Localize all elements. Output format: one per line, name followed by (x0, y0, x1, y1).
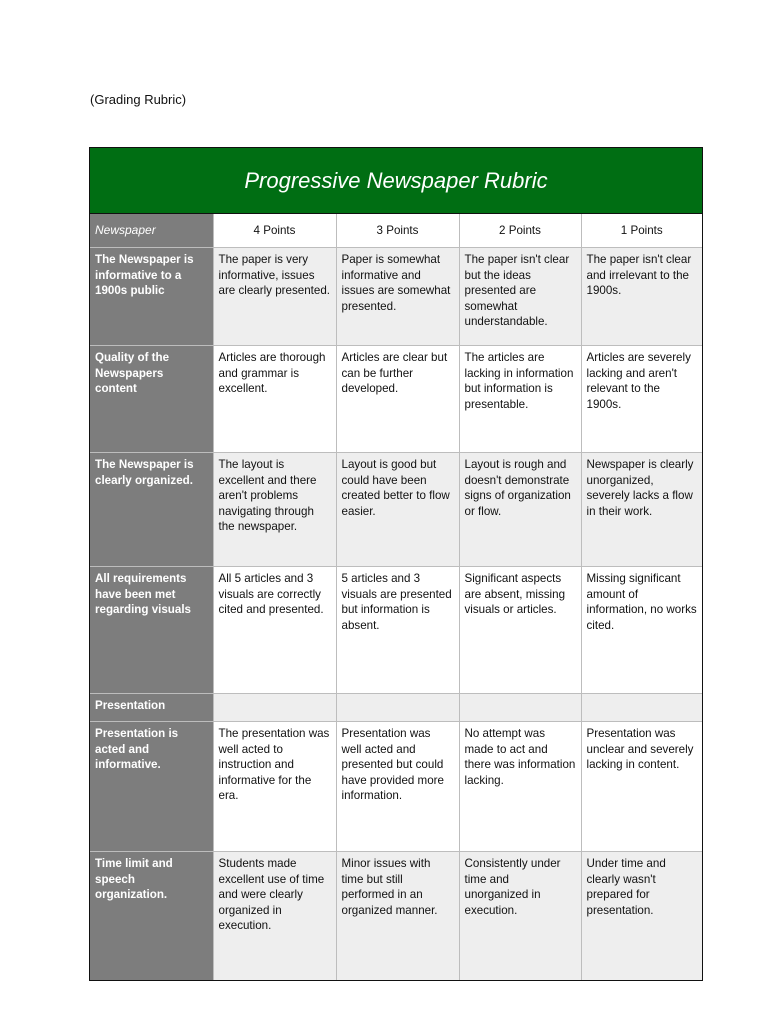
empty-cell (581, 694, 702, 722)
score-cell: Articles are severely lacking and aren't relevant to the 1900s. (581, 346, 702, 453)
score-cell: Articles are clear but can be further developed. (336, 346, 459, 453)
score-cell: Minor issues with time but still performed in an organized manner. (336, 852, 459, 980)
section-label: Presentation (90, 694, 213, 722)
empty-cell (459, 694, 581, 722)
score-cell: The presentation was well acted to instruction and informative for the era. (213, 722, 336, 852)
score-cell: Consistently under time and unorganized in execution. (459, 852, 581, 980)
rubric-row (90, 453, 702, 567)
score-cell: The articles are lacking in information but information is presentable. (459, 346, 581, 453)
header-column-3-points: 3 Points (336, 214, 459, 248)
header-label: Newspaper (90, 214, 213, 248)
criterion-cell: Time limit and speech organization. (90, 852, 213, 980)
score-cell: No attempt was made to act and there was information lacking. (459, 722, 581, 852)
score-cell: All 5 articles and 3 visuals are correctly cited and presented. (213, 567, 336, 694)
section-row (90, 694, 702, 722)
rubric-row (90, 567, 702, 694)
empty-cell (213, 694, 336, 722)
rubric-title: Progressive Newspaper Rubric (90, 148, 702, 214)
rubric-row (90, 852, 702, 980)
rubric-table (89, 147, 703, 981)
header-column-1-points: 1 Points (581, 214, 702, 248)
header-row (90, 214, 702, 248)
score-cell: The paper isn't clear but the ideas presented are somewhat understandable. (459, 248, 581, 346)
score-cell: Significant aspects are absent, missing visuals or articles. (459, 567, 581, 694)
criterion-cell: Presentation is acted and informative. (90, 722, 213, 852)
rubric-row (90, 248, 702, 346)
empty-cell (336, 694, 459, 722)
score-cell: Missing significant amount of information, no works cited. (581, 567, 702, 694)
criterion-cell: The Newspaper is clearly organized. (90, 453, 213, 567)
criterion-cell: The Newspaper is informative to a 1900s public (90, 248, 213, 346)
score-cell: The paper is very informative, issues are clearly presented. (213, 248, 336, 346)
score-cell: The paper isn't clear and irrelevant to the 1900s. (581, 248, 702, 346)
header-column-4-points: 4 Points (213, 214, 336, 248)
score-cell: Presentation was unclear and severely lacking in content. (581, 722, 702, 852)
score-cell: Under time and clearly wasn't prepared for presentation. (581, 852, 702, 980)
score-cell: 5 articles and 3 visuals are presented but information is absent. (336, 567, 459, 694)
score-cell: The layout is excellent and there aren't problems navigating through the newspaper. (213, 453, 336, 567)
score-cell: Layout is good but could have been created better to flow easier. (336, 453, 459, 567)
criterion-cell: All requirements have been met regarding visuals (90, 567, 213, 694)
score-cell: Newspaper is clearly unorganized, severely lacks a flow in their work. (581, 453, 702, 567)
rubric-row (90, 722, 702, 852)
score-cell: Students made excellent use of time and were clearly organized in execution. (213, 852, 336, 980)
score-cell: Articles are thorough and grammar is excellent. (213, 346, 336, 453)
rubric-grid (90, 214, 702, 980)
rubric-row (90, 346, 702, 453)
document-caption: (Grading Rubric) (90, 92, 187, 107)
header-column-2-points: 2 Points (459, 214, 581, 248)
score-cell: Presentation was well acted and presented but could have provided more information. (336, 722, 459, 852)
score-cell: Paper is somewhat informative and issues are somewhat presented. (336, 248, 459, 346)
score-cell: Layout is rough and doesn't demonstrate signs of organization or flow. (459, 453, 581, 567)
criterion-cell: Quality of the Newspapers content (90, 346, 213, 453)
